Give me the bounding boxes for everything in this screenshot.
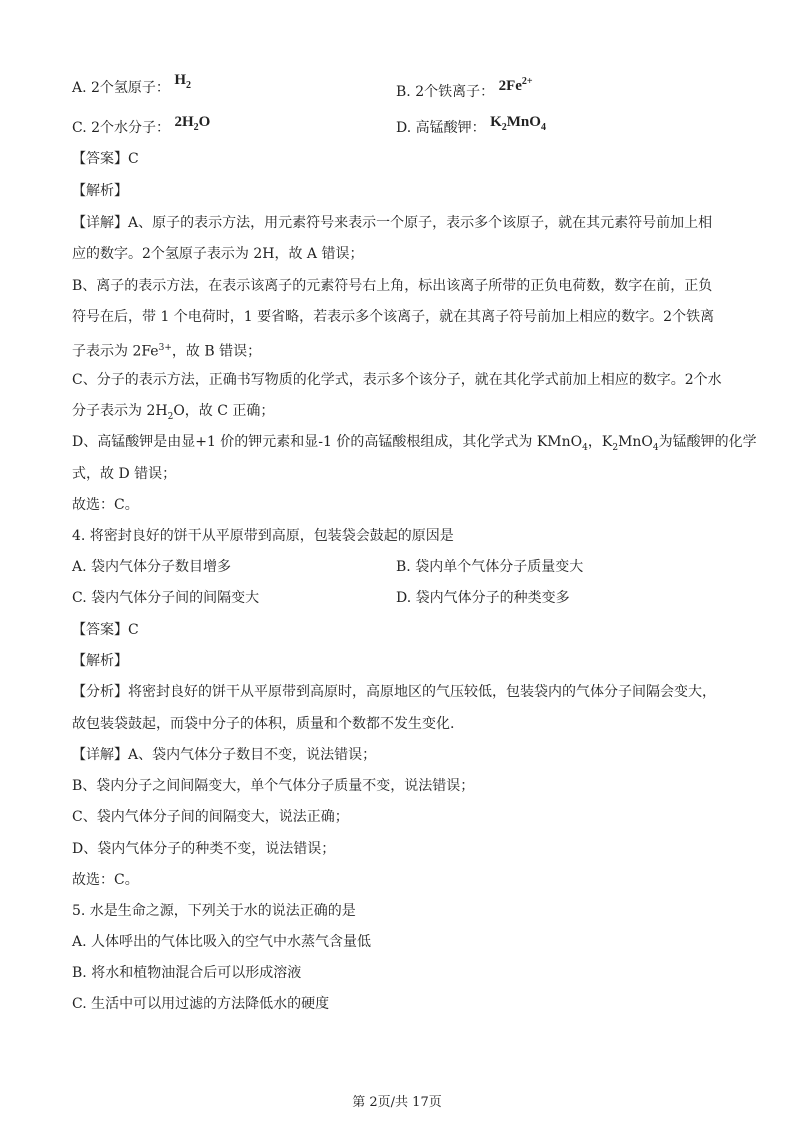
q4-choice: 故选：C。 bbox=[72, 872, 139, 888]
q3-option-c-formula: $2H_2O$ bbox=[174, 114, 211, 133]
page-footer: 第 2页/共 17页 bbox=[352, 1095, 442, 1110]
q3-option-b bbox=[396, 78, 533, 102]
q5-option-c: C. 生活中可以用过滤的方法降低水的硬度 bbox=[72, 996, 330, 1012]
q4-option-a: A. 袋内气体分子数目增多 bbox=[72, 559, 232, 575]
q3-option-a-formula: $H_2$ bbox=[174, 72, 192, 91]
q4-option-b: B. 袋内单个气体分子质量变大 bbox=[396, 559, 584, 575]
q4-analysis-line2: 故包装袋鼓起，而袋中分子的体积，质量和个数都不发生变化. bbox=[72, 716, 455, 732]
q4-detail-a: 【详解】A、袋内气体分子数目不变，说法错误； bbox=[72, 747, 377, 763]
q4-detail-d: D、袋内气体分子的种类不变，说法错误； bbox=[72, 841, 336, 857]
q4-detail-c: C、袋内气体分子间的间隔变大，说法正确； bbox=[72, 809, 349, 825]
q3-analysis-title: 【解析】 bbox=[72, 183, 128, 199]
q4-option-d: D. 袋内气体分子的种类变多 bbox=[396, 590, 570, 606]
q3-option-c-label: C. 2个水分子： bbox=[72, 120, 171, 136]
q4-analysis-line1: 【分析】将密封良好的饼干从平原带到高原时，高原地区的气压较低，包装袋内的气体分子间隔会变大， bbox=[72, 684, 716, 700]
q3-detail-d-line1: D、高锰酸钾是由显+1 价的钾元素和显-1 价的高锰酸根组成，其化学式为 KMnO$_4$，$K_2MnO_4$为锰酸钾的化学 bbox=[72, 434, 757, 453]
q4-option-c: C. 袋内气体分子间的间隔变大 bbox=[72, 590, 260, 606]
q3-detail-c-line2: 分子表示为 $2H_2O$，故 C 正确； bbox=[72, 403, 275, 422]
q3-detail-c-line1: C、分子的表示方法，正确书写物质的化学式，表示多个该分子，就在其化学式前加上相应的数字。2个水 bbox=[72, 372, 722, 388]
q3-detail-b-line2: 符号在后，带 1 个电荷时，1 要省略，若表示多个该离子，就在其离子符号前加上相应的数字。2个铁离 bbox=[72, 309, 715, 325]
q4-detail-b: B、袋内分子之间间隔变大，单个气体分子质量不变，说法错误； bbox=[72, 778, 475, 794]
q5-stem: 5. 水是生命之源，下列关于水的说法正确的是 bbox=[72, 903, 356, 919]
q3-option-c bbox=[72, 114, 211, 144]
q3-detail-d-line2: 式，故 D 错误； bbox=[72, 466, 177, 482]
q3-option-b-label: B. 2个铁离子： bbox=[396, 84, 495, 100]
q3-option-d-label: D. 高锰酸钾： bbox=[396, 120, 486, 136]
q3-detail-a-line2: 应的数字。2个氢原子表示为 2H，故 A 错误； bbox=[72, 246, 364, 262]
q3-option-d-formula: $K_2MnO_4$ bbox=[490, 114, 546, 133]
q5-option-b: B. 将水和植物油混合后可以形成溶液 bbox=[72, 965, 302, 981]
q3-option-d bbox=[396, 114, 546, 144]
q3-detail-b-line1: B、离子的表示方法，在表示该离子的元素符号右上角，标出该离子所带的正负电荷数，数字在前，正负 bbox=[72, 278, 713, 294]
q3-option-b-formula: $2Fe^{2+}$ bbox=[498, 76, 533, 94]
q5-option-a: A. 人体呼出的气体比吸入的空气中水蒸气含量低 bbox=[72, 934, 372, 950]
q3-detail-b-line3: 子表示为 $2Fe^{3+}$，故 B 错误； bbox=[72, 343, 262, 360]
q3-answer: 【答案】C bbox=[72, 151, 139, 167]
q4-analysis-title: 【解析】 bbox=[72, 653, 128, 669]
q3-option-a bbox=[72, 72, 192, 104]
q3-choice: 故选：C。 bbox=[72, 497, 139, 513]
q3-detail-a-line1: 【详解】A、原子的表示方法，用元素符号来表示一个原子，表示多个该原子，就在其元素符号前加上相 bbox=[72, 215, 713, 231]
q3-option-a-label: A. 2个氢原子： bbox=[72, 80, 170, 96]
q4-stem: 4. 将密封良好的饼干从平原带到高原，包装袋会鼓起的原因是 bbox=[72, 528, 454, 544]
q4-answer: 【答案】C bbox=[72, 622, 139, 638]
